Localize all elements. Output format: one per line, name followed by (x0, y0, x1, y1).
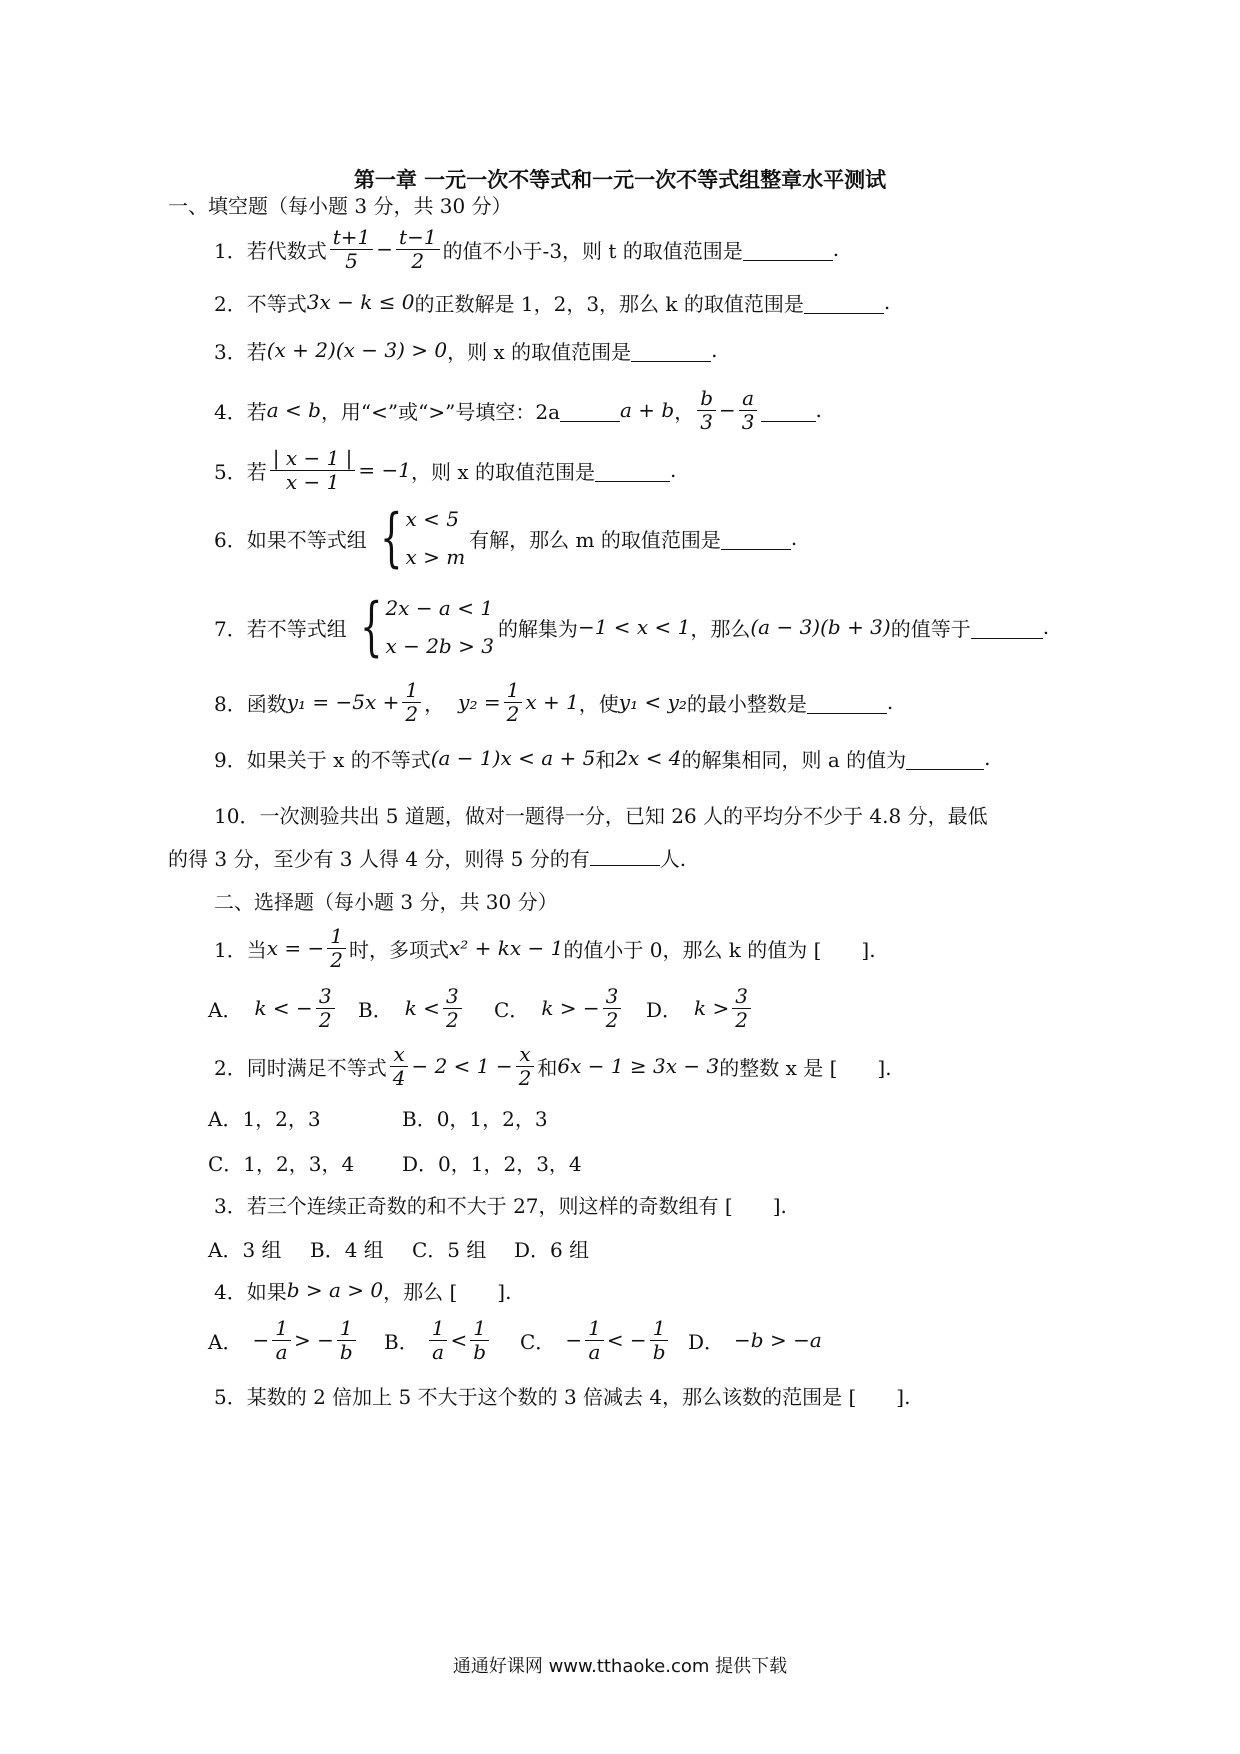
answer-blank[interactable] (743, 238, 833, 261)
q4-expr-2: a + b (620, 398, 675, 422)
c1-option-a[interactable]: A． k < − $\frac{3}{2}$ (208, 978, 338, 1038)
q7-period: . (1042, 615, 1050, 639)
q10-text: 的得 3 分，至少有 3 人得 4 分，则得 5 分的有 (168, 847, 590, 871)
q9-expr-1: (a − 1)x < a + 5 (430, 746, 596, 770)
q7-text: 7．若不等式组 (214, 616, 347, 641)
c1-option-b[interactable]: B． k < $\frac{3}{2}$ (358, 978, 465, 1038)
q4-sep: ， (674, 399, 695, 424)
q1-text: 1．若代数式 (214, 238, 327, 263)
q1-fraction-1: $\frac{t+1}{5}$ (330, 226, 374, 273)
q8-period: . (886, 690, 894, 714)
section-heading-fill-in: 一、填空题（每小题 3 分，共 30 分） (168, 194, 512, 218)
choice-question-2 (214, 1036, 892, 1096)
q6-text-2: 有解，那么 m 的取值范围是 (469, 527, 721, 552)
q1-minus: − (376, 237, 394, 261)
q9-text: 9．如果关于 x 的不等式 (214, 747, 431, 772)
q5-period: . (670, 458, 677, 482)
q6-system: { x < 5 x > m (379, 501, 466, 575)
c1-option-d[interactable]: D． k > $\frac{3}{2}$ (646, 978, 754, 1038)
c4-text-2: ，那么 [ ]. (383, 1279, 512, 1304)
q9-text-2: 和 (595, 747, 616, 772)
c2-expr-2: 6x − 1 ≥ 3x − 3 (557, 1054, 720, 1078)
brace-icon: { (359, 590, 383, 664)
q4-period: . (815, 398, 822, 422)
c1-text-3: 的值小于 0，那么 k 的值为 [ ]. (563, 937, 876, 962)
c1-x: x = − (266, 936, 325, 960)
question-3 (214, 320, 717, 380)
c4-option-b[interactable]: B． $\frac{1}{a}$ < $\frac{1}{b}$ (384, 1310, 492, 1370)
c1-fraction: $\frac{1}{2}$ (327, 925, 346, 972)
c1-poly: x² + kx − 1 (448, 936, 564, 960)
c4-option-d[interactable]: D． −b > −a (688, 1328, 822, 1354)
q8-y2: y₂ = (458, 690, 501, 714)
q2-expr: 3x − k ≤ 0 (306, 290, 415, 314)
q8-text: 8．函数 (214, 691, 287, 716)
q8-sep: ， (424, 691, 445, 716)
q4-expr: a < b (266, 398, 321, 422)
answer-blank[interactable] (721, 527, 791, 550)
c2-option-d[interactable]: D．0，1，2，3，4 (402, 1152, 582, 1176)
q1-period: . (832, 237, 840, 261)
question-10-line-2 (168, 843, 686, 872)
q3-expr: (x + 2)(x − 3) > 0 (266, 338, 448, 362)
q5-text: 5．若 (214, 459, 267, 484)
q4-fraction-2: $\frac{a}{3}$ (739, 387, 758, 434)
q4-minus: − (719, 398, 736, 422)
q8-y2b: x + 1 (525, 690, 579, 714)
q8-fraction-1: $\frac{1}{2}$ (402, 679, 421, 726)
q1-text-2: 的值不小于-3，则 t 的取值范围是 (442, 238, 743, 263)
q4-text: 4．若 (214, 399, 267, 424)
q2-text-2: 的正数解是 1，2，3，那么 k 的取值范围是 (414, 291, 804, 316)
answer-blank[interactable] (804, 291, 884, 314)
q7-expr: (a − 3)(b + 3) (750, 615, 891, 639)
c1-text: 1．当 (214, 937, 267, 962)
c2-text: 2．同时满足不等式 (214, 1055, 387, 1080)
q7-text-3: ，那么 (690, 616, 751, 641)
c3-option-d[interactable]: D．6 组 (514, 1238, 590, 1262)
c4-option-c[interactable]: C． − $\frac{1}{a}$ < − $\frac{1}{b}$ (520, 1310, 672, 1370)
choice-question-3: 3．若三个连续正奇数的和不大于 27，则这样的奇数组有 [ ]. (214, 1194, 787, 1218)
c1-text-2: 时，多项式 (348, 937, 449, 962)
q8-fraction-2: $\frac{1}{2}$ (504, 679, 523, 726)
q6-text: 6．如果不等式组 (214, 527, 367, 552)
question-6 (214, 501, 798, 575)
q4-text-2: ，用“<”或“>”号填空：2a (320, 399, 560, 424)
q9-text-3: 的解集相同，则 a 的值为 (681, 747, 907, 772)
c4-text: 4．如果 (214, 1279, 287, 1304)
answer-blank[interactable] (761, 399, 816, 422)
answer-blank[interactable] (631, 339, 711, 362)
c3-option-c[interactable]: C．5 组 (412, 1238, 487, 1262)
q7-system: { 2x − a < 1 x − 2b > 3 (359, 590, 494, 664)
q3-text-2: ，则 x 的取值范围是 (447, 339, 632, 364)
q3-text: 3．若 (214, 339, 267, 364)
q7-text-2: 的解集为 (497, 616, 578, 641)
c2-option-b[interactable]: B．0，1，2，3 (402, 1107, 548, 1131)
q7-text-4: 的值等于 (890, 616, 971, 641)
c4-option-a[interactable]: A． − $\frac{1}{a}$ > − $\frac{1}{b}$ (208, 1310, 359, 1370)
page-footer: 通通好课网 www.tthaoke.com 提供下载 (452, 1656, 788, 1677)
q1-fraction-2: $\frac{t-1}{2}$ (396, 226, 440, 273)
question-8 (214, 672, 893, 732)
c2-fraction-2: $\frac{x}{2}$ (516, 1043, 535, 1090)
c2-text-3: 的整数 x 是 [ ]. (719, 1055, 892, 1080)
c2-option-a[interactable]: A．1，2，3 (208, 1107, 321, 1131)
answer-blank[interactable] (807, 691, 887, 714)
q3-period: . (711, 338, 718, 362)
q2-period: . (883, 290, 891, 314)
answer-blank[interactable] (971, 616, 1043, 639)
c2-expr-mid: − 2 < 1 − (411, 1054, 513, 1078)
question-5 (214, 440, 676, 500)
choice-question-5: 5．某数的 2 倍加上 5 不大于这个数的 3 倍减去 4，那么该数的范围是 [ ]. (214, 1385, 911, 1409)
q8-text-3: 的最小整数是 (686, 691, 807, 716)
question-10-line-1: 10．一次测验共出 5 道题，做对一题得一分，已知 26 人的平均分不少于 4.8 分，最低 (214, 804, 988, 828)
answer-blank[interactable] (906, 747, 984, 770)
q10-text-2: 人. (659, 847, 687, 871)
c3-option-a[interactable]: A．3 组 (208, 1238, 282, 1262)
c2-option-c[interactable]: C．1，2，3，4 (208, 1152, 355, 1176)
q5-eq: = −1 (358, 458, 412, 482)
answer-blank[interactable] (560, 399, 620, 422)
choice-question-1 (214, 918, 876, 978)
q6-period: . (790, 526, 798, 550)
question-1 (214, 219, 839, 279)
c1-option-c[interactable]: C． k > − $\frac{3}{2}$ (494, 978, 624, 1038)
question-9 (214, 728, 991, 788)
c2-fraction-1: $\frac{x}{4}$ (390, 1043, 409, 1090)
question-4 (214, 380, 822, 440)
section-heading-choice: 二、选择题（每小题 3 分，共 30 分） (214, 890, 558, 914)
page-title: 第一章 一元一次不等式和一元一次不等式组整章水平测试 (353, 168, 887, 192)
c4-expr: b > a > 0 (286, 1278, 384, 1302)
answer-blank[interactable] (590, 843, 660, 866)
q7-range: −1 < x < 1 (577, 615, 691, 639)
q8-text-2: ，使 (578, 691, 619, 716)
q8-cmp: y₁ < y₂ (618, 690, 687, 714)
q4-fraction-1: $\frac{b}{3}$ (697, 387, 716, 434)
q5-fraction: $\frac{| x - 1 |}{x - 1}$ (270, 447, 356, 494)
brace-icon: { (379, 501, 403, 575)
q2-text: 2．不等式 (214, 291, 307, 316)
question-7 (214, 590, 1050, 664)
q8-y1: y₁ = −5x + (286, 690, 400, 714)
c2-text-2: 和 (537, 1055, 558, 1080)
q5-text-2: ，则 x 的取值范围是 (411, 459, 596, 484)
answer-blank[interactable] (595, 459, 670, 482)
q9-period: . (984, 746, 991, 770)
c3-option-b[interactable]: B．4 组 (310, 1238, 384, 1262)
q9-expr-2: 2x < 4 (615, 746, 682, 770)
